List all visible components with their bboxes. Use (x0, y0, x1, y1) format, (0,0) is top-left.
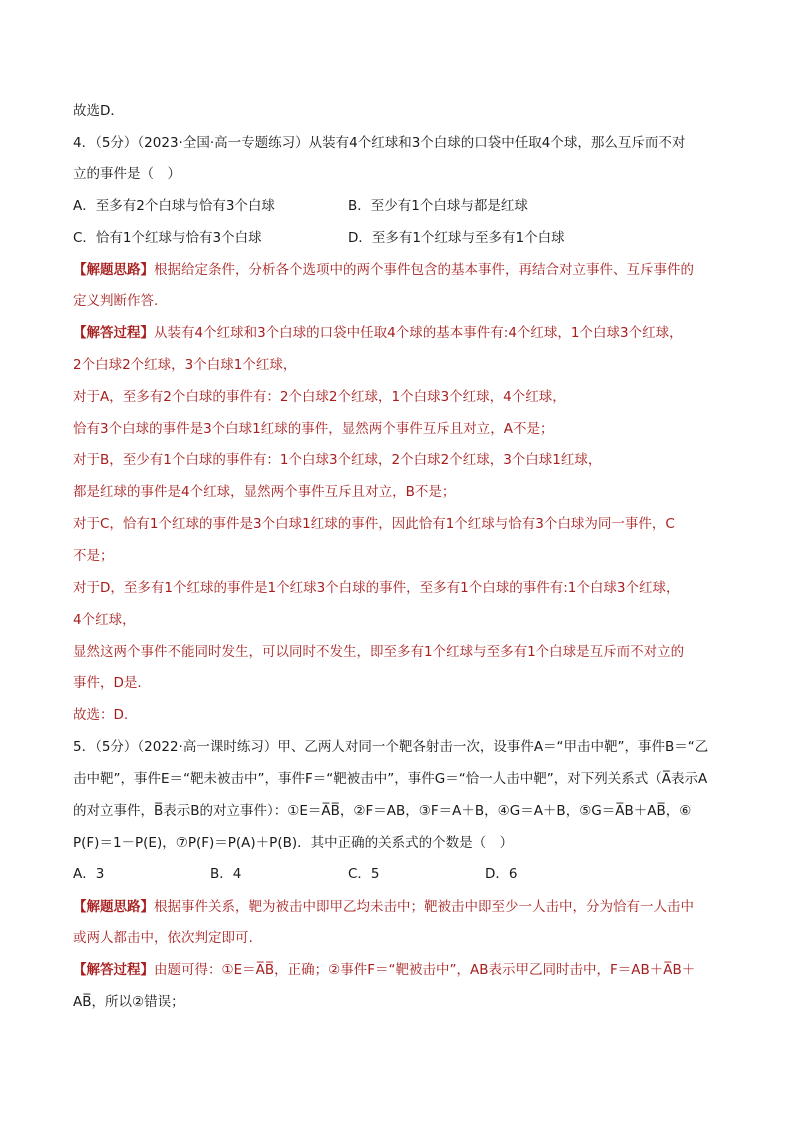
q4-stem-line-1: 4．（5分）（2023·全国·高一专题练习）从装有4个红球和3个白球的口袋中任取4个球，那么互斥而不对 (73, 135, 686, 151)
q4-answer: 故选：D. (73, 707, 129, 723)
q4-idea-line-2: 定义判断作答. (73, 293, 159, 309)
q4-option-b: B．至少有1个白球与都是红球 (348, 198, 528, 214)
q5-proc-line-2: AB̅，所以②错误； (73, 994, 185, 1010)
q4-proc-line-10: 4个红球， (73, 612, 136, 628)
q4-proc-line-6: 都是红球的事件是4个红球，显然两个事件互斥且对立，B不是； (73, 484, 456, 500)
q4-option-c: C．恰有1个红球与恰有3个白球 (73, 230, 262, 246)
q5-option-b: B．4 (210, 866, 242, 882)
q5-proc-tag: 【解答过程】 (73, 962, 154, 978)
q4-option-a: A．至多有2个白球与恰有3个白球 (73, 198, 275, 214)
q4-option-d: D．至多有1个红球与至多有1个白球 (348, 230, 565, 246)
q4-proc-line-8: 不是； (73, 548, 114, 564)
q4-idea-line-1: 【解题思路】根据给定条件，分析各个选项中的两个事件包含的基本事件，再结合对立事件、互斥事件的 (73, 262, 694, 278)
q4-proc-line-2: 2个白球2个红球，3个白球1个红球， (73, 357, 297, 373)
q5-option-c: C．5 (348, 866, 380, 882)
q4-stem-line-2: 立的事件是（ ） (73, 166, 181, 182)
q5-stem-line-4: P(F)＝1－P(E)，⑦P(F)＝P(A)＋P(B)．其中正确的关系式的个数是（ ） (73, 835, 514, 851)
prev-answer: 故选D． (73, 103, 124, 119)
q4-proc-tag: 【解答过程】 (73, 325, 154, 341)
q5-stem-line-3: 的对立事件，B̅表示B的对立事件）：①E＝A̅B̅，②F＝AB，③F＝A＋B，④G＝A＋B，⑤G＝A̅B＋AB̅，⑥ (73, 803, 692, 819)
q5-idea-line-1: 【解题思路】根据事件关系，靶为被击中即甲乙均未击中；靶被击中即至少一人击中，分为恰有一人击中 (73, 899, 694, 915)
q4-proc-line-11: 显然这两个事件不能同时发生，可以同时不发生，即至多有1个红球与至多有1个白球是互斥而不对立的 (73, 644, 685, 660)
q4-proc-line-7: 对于C，恰有1个红球的事件是3个白球1红球的事件，因此恰有1个红球与恰有3个白球为同一事件，C (73, 516, 675, 532)
q4-proc-line-3: 对于A，至多有2个白球的事件有：2个白球2个红球，1个白球3个红球，4个红球， (73, 389, 566, 405)
q4-proc-line-12: 事件，D是. (73, 675, 142, 691)
q4-proc-line-5: 对于B，至少有1个白球的事件有：1个白球3个红球，2个白球2个红球，3个白球1红球， (73, 452, 602, 468)
q5-proc-line-1: 【解答过程】由题可得：①E＝A̅B̅，正确；②事件F＝“靶被击中”，AB表示甲乙同时击中，F＝AB＋A̅B＋ (73, 962, 696, 978)
q5-option-d: D．6 (485, 866, 518, 882)
q4-proc-line-1: 【解答过程】从装有4个红球和3个白球的口袋中任取4个球的基本事件有:4个红球，1个白球3个红球， (73, 325, 683, 341)
q5-stem-line-2: 击中靶”，事件E＝“靶未被击中”，事件F＝“靶被击中”，事件G＝“恰一人击中靶”，对下列关系式（A̅表示A (73, 771, 708, 787)
q5-option-a: A．3 (73, 866, 105, 882)
q4-proc-line-9: 对于D，至多有1个红球的事件是1个红球3个白球的事件，至多有1个白球的事件有:1个白球3个红球， (73, 580, 680, 596)
q5-idea-tag: 【解题思路】 (73, 899, 154, 915)
q5-idea-line-2: 或两人都击中，依次判定即可. (73, 930, 253, 946)
q5-stem-line-1: 5．（5分）（2022·高一课时练习）甲、乙两人对同一个靶各射击一次，设事件A＝“甲击中靶”，事件B＝“乙 (73, 739, 709, 755)
q4-proc-line-4: 恰有3个白球的事件是3个白球1红球的事件，显然两个事件互斥且对立，A不是； (73, 421, 554, 437)
q4-idea-tag: 【解题思路】 (73, 262, 154, 278)
